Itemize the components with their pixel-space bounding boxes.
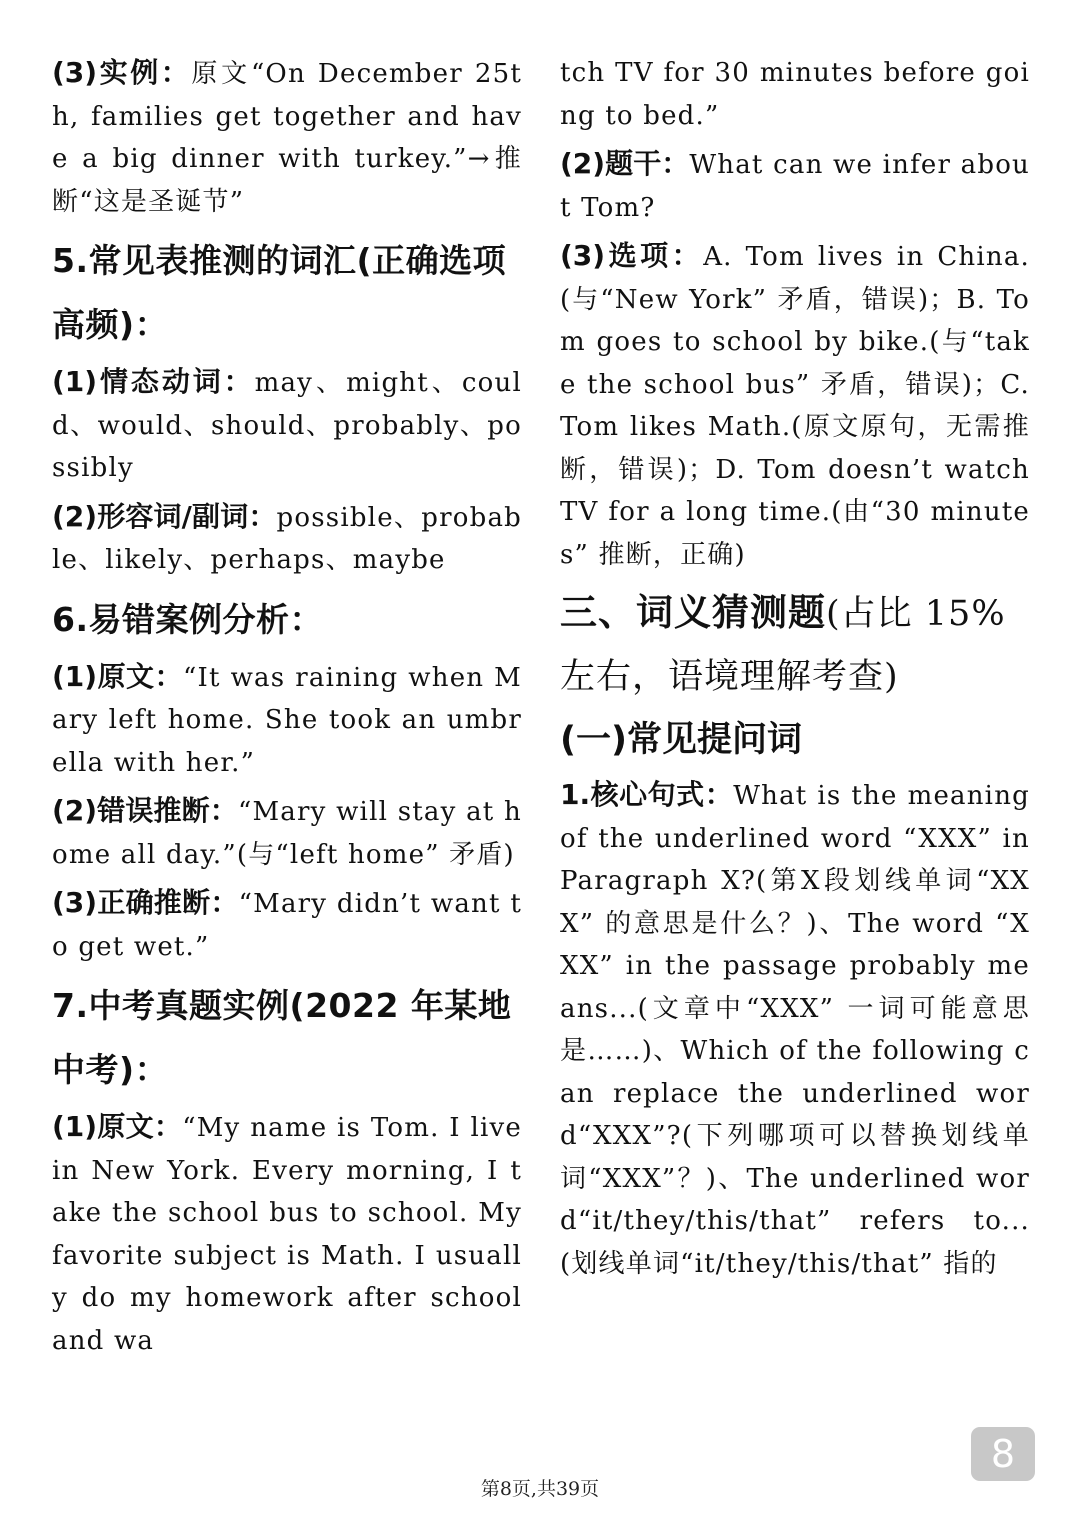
right-column bbox=[560, 52, 1030, 1291]
item-text: What is the meaning of the underlined word “XXX” in Paragraph X?(第X段划线单词“XXX” 的意思是什么？)、The word “XXX” in the passage probably means...(文章中“XXX” 一词可能意思是……)、Which of the following can replace the underlined word“XXX”?(下列哪项可以替换划线单词“XXX”？)、The underlined word“it/they/this/that” refers to...(划线单词“it/they/this/that” 指的 bbox=[560, 781, 1030, 1279]
item-text: “My name is Tom. I live in New York. Every morning, I take the school bus to school. My favorite subject is Math. I usually do my homework after school and wa bbox=[52, 1113, 523, 1356]
original-text-paragraph bbox=[52, 656, 522, 785]
item-label: (2)题干： bbox=[560, 147, 690, 180]
wrong-inference-paragraph bbox=[52, 790, 522, 876]
options-paragraph bbox=[560, 235, 1030, 576]
example-paragraph bbox=[52, 52, 522, 223]
item-label: (3)实例： bbox=[52, 56, 192, 89]
item-text: possible、probable、likely、perhaps、maybe bbox=[52, 502, 522, 575]
correct-inference-paragraph bbox=[52, 882, 522, 968]
exam-original-paragraph bbox=[52, 1106, 522, 1362]
item-label: (1)原文： bbox=[52, 659, 184, 693]
section-heading-5: 5.常见表推测的词汇(正确选项高频)： bbox=[52, 241, 507, 344]
item-label: (3)正确推断： bbox=[52, 886, 239, 919]
item-text: “Mary will stay at home all day.”(与“left home” 矛盾) bbox=[52, 797, 523, 870]
item-text: “Mary didn’t want to get wet.” bbox=[52, 889, 523, 962]
adjectives-paragraph bbox=[52, 496, 522, 582]
modal-verbs-paragraph bbox=[52, 361, 522, 490]
chapter-note: (占比 15% 左右，语境理解考查) bbox=[560, 594, 1006, 697]
item-label: (2)错误推断： bbox=[52, 794, 238, 827]
item-label: 1.核心句式： bbox=[560, 778, 734, 811]
subsection-heading: (一)常见提问词 bbox=[560, 720, 802, 760]
page-footer: 第8页,共39页 bbox=[480, 1478, 600, 1500]
item-text: What can we infer about Tom? bbox=[560, 150, 1031, 223]
left-column bbox=[52, 52, 522, 1368]
item-text: A. Tom lives in China.(与“New York” 矛盾，错误)；B. Tom goes to school by bike.(与“take the school bus” 矛盾，错误)；C. Tom likes Math.(原文原句，无需推断，错误)；D. Tom doesn’t watch TV for a long time.(由“30 minutes” 推断，正确) bbox=[560, 242, 1030, 570]
section-heading-7: 7.中考真题实例(2022 年某地中考)： bbox=[52, 986, 512, 1089]
item-text: 原文“On December 25th, families get together and have a big dinner with turkey.”→推断“这是圣诞节” bbox=[52, 59, 523, 217]
core-sentence-paragraph bbox=[560, 774, 1030, 1285]
item-label: (1)情态动词： bbox=[52, 365, 255, 398]
item-label: (3)选项： bbox=[560, 239, 704, 272]
chapter-heading bbox=[560, 582, 1030, 708]
chapter-title: 三、词义猜测题 bbox=[560, 591, 826, 634]
item-text: may、might、could、would、should、probably、possibly bbox=[52, 368, 522, 483]
continued-paragraph bbox=[560, 52, 1030, 137]
item-label: (1)原文： bbox=[52, 1110, 183, 1143]
page-number-badge: 8 bbox=[971, 1427, 1035, 1481]
item-label: (2)形容词/副词： bbox=[52, 499, 277, 533]
section-heading-6: 6.易错案例分析： bbox=[52, 599, 323, 639]
question-stem-paragraph bbox=[560, 143, 1030, 229]
item-text: “It was raining when Mary left home. She took an umbrella with her.” bbox=[52, 662, 522, 778]
item-text: tch TV for 30 minutes before going to bed.” bbox=[560, 58, 1030, 131]
